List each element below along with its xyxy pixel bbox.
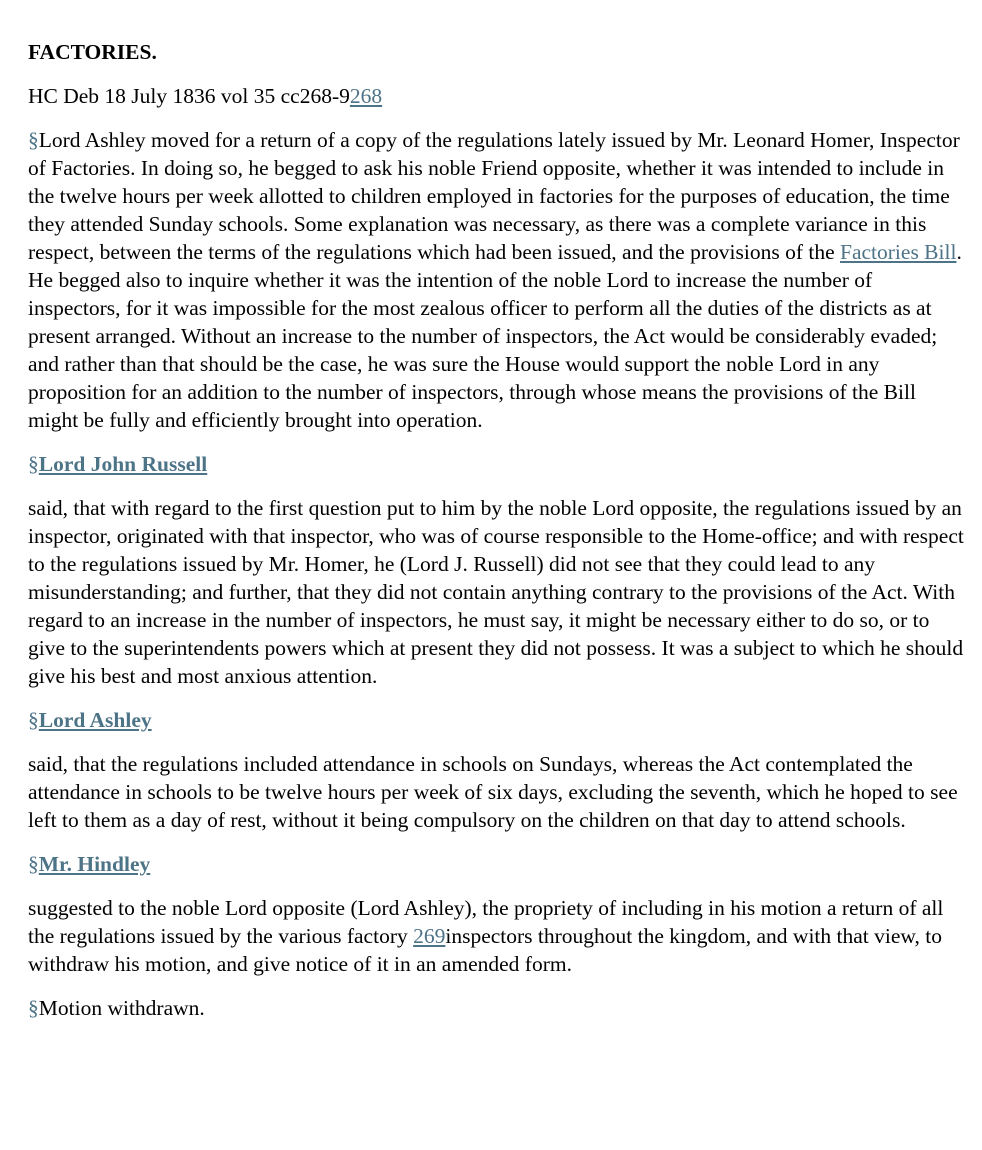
- speaker-link-lord-john-russell[interactable]: Lord John Russell: [38, 452, 208, 476]
- contribution-lord-ashley-motion: [28, 126, 964, 434]
- section-mark: §: [28, 708, 39, 732]
- contribution-lord-ashley: said, that the regulations included attendance in schools on Sundays, whereas the Act contemplated the attendance in schools to be twelve hours per week of six days, excluding the seventh, which he hoped to see left to them as a day of rest, without it being compulsory on the children on that day to attend schools.: [28, 752, 958, 832]
- motion-withdrawn-text: Motion withdrawn.: [38, 996, 205, 1020]
- speaker-link-mr-hindley[interactable]: Mr. Hindley: [38, 852, 151, 876]
- factories-bill-link[interactable]: Factories Bill: [840, 240, 957, 264]
- speaker-heading-lord-john-russell: [28, 450, 964, 478]
- section-mark: §: [28, 128, 39, 152]
- citation: [28, 82, 964, 110]
- contribution-mr-hindley: [28, 894, 964, 978]
- section-mark: §: [28, 452, 39, 476]
- citation-text: HC Deb 18 July 1836 vol 35 cc268-9: [28, 84, 350, 108]
- contribution-text: suggested to the noble Lord opposite (Lord Ashley), the propriety of including in his motion a return of all the regulations issued by the various factory: [28, 896, 944, 948]
- contribution-text: Lord Ashley moved for a return of a copy of the regulations lately issued by Mr. Leonard Homer, Inspector of Factories. In doing so, he begged to ask his noble Friend opposite, whether it was intended to include in the twelve hours per week allotted to children employed in factories for the purposes of education, the time they attended Sunday schools. Some explanation was necessary, as there was a complete variance in this respect, between the terms of the regulations which had been issued, and the provisions of the: [28, 128, 960, 264]
- contribution-text: . He begged also to inquire whether it was the intention of the noble Lord to increase the number of inspectors, for it was impossible for the most zealous officer to perform all the duties of the districts as at present arranged. Without an increase to the number of inspectors, the Act would be considerably evaded; and rather than that should be the case, he was sure the House would support the noble Lord in any proposition for an addition to the number of inspectors, through whose means the provisions of the Bill might be fully and efficiently brought into operation.: [28, 240, 962, 432]
- contribution-text: inspectors throughout the kingdom, and with that view, to withdraw his motion, and give notice of it in an amended form.: [28, 924, 942, 976]
- column-link-269[interactable]: 269: [413, 924, 446, 948]
- speaker-link-lord-ashley[interactable]: Lord Ashley: [38, 708, 152, 732]
- motion-withdrawn: [28, 994, 964, 1022]
- speaker-heading-lord-ashley: [28, 706, 964, 734]
- section-mark: §: [28, 852, 39, 876]
- section-mark: §: [28, 996, 39, 1020]
- speaker-heading-mr-hindley: [28, 850, 964, 878]
- contribution-lord-john-russell: said, that with regard to the first question put to him by the noble Lord opposite, the regulations issued by an inspector, originated with that inspector, who was of course responsible to the Home-office; and with respect to the regulations issued by Mr. Homer, he (Lord J. Russell) did not see that they could lead to any misunderstanding; and further, that they did not contain anything contrary to the provisions of the Act. With regard to an increase in the number of inspectors, he must say, it might be necessary either to do so, or to give to the superintendents powers which at present they did not possess. It was a subject to which he should give his best and most anxious attention.: [28, 496, 964, 688]
- page-title: FACTORIES.: [28, 40, 157, 64]
- column-link-268[interactable]: 268: [349, 84, 383, 108]
